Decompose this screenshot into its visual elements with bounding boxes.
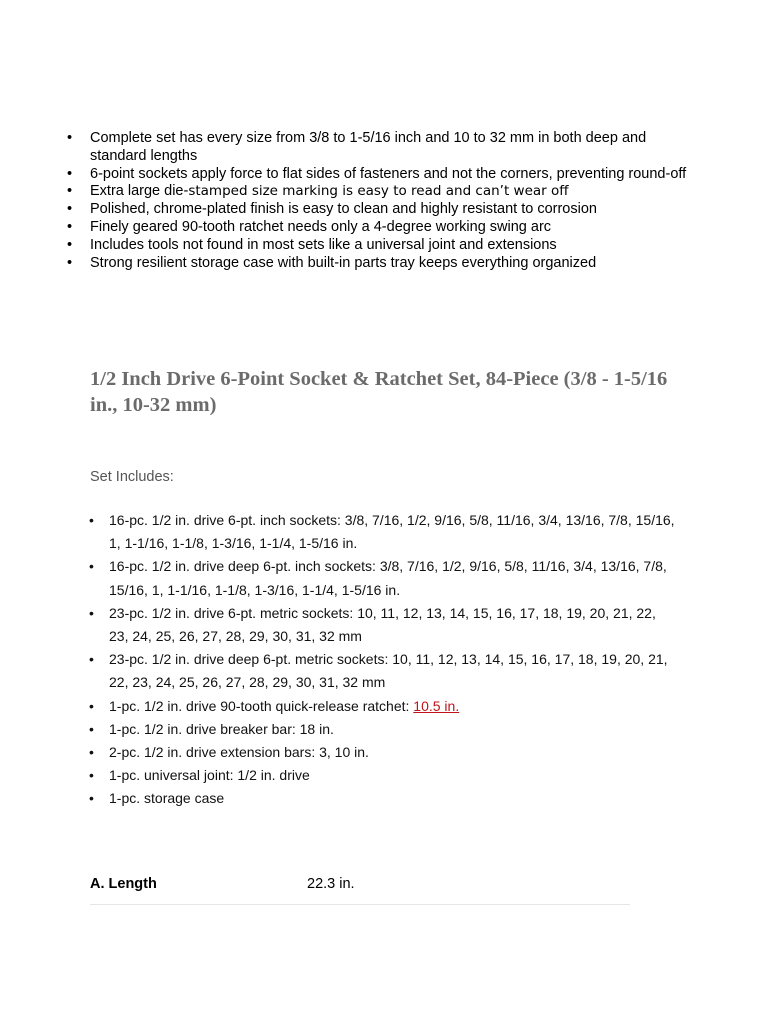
- list-item: • 1-pc. storage case: [109, 787, 679, 810]
- list-item: • Extra large die-stamped size marking is easy to read and can’t wear off: [90, 183, 690, 201]
- list-item: • Strong resilient storage case with built-in parts tray keeps everything organized: [90, 255, 690, 273]
- list-item: • 2-pc. 1/2 in. drive extension bars: 3, 10 in.: [109, 741, 679, 764]
- list-item: • Includes tools not found in most sets like a universal joint and extensions: [90, 237, 690, 255]
- list-item: • 23-pc. 1/2 in. drive deep 6-pt. metric sockets: 10, 11, 12, 13, 14, 15, 16, 17, 18, 19, 20, 21, 22, 23, 24, 25, 26, 27, 28, 29, 30, 31, 32 mm: [109, 648, 679, 694]
- list-item: • 6-point sockets apply force to flat sides of fasteners and not the corners, preventing round-off: [90, 166, 690, 184]
- list-item: • 1-pc. 1/2 in. drive breaker bar: 18 in.: [109, 718, 679, 741]
- spec-row-length: [90, 870, 630, 905]
- list-item: • 1-pc. 1/2 in. drive 90-tooth quick-release ratchet: 10.5 in.: [109, 695, 679, 718]
- set-includes-label: Set Includes:: [90, 469, 174, 485]
- list-item: • Complete set has every size from 3/8 to 1-5/16 inch and 10 to 32 mm in both deep and standard lengths: [90, 130, 690, 166]
- list-item: • 16-pc. 1/2 in. drive 6-pt. inch sockets: 3/8, 7/16, 1/2, 9/16, 5/8, 11/16, 3/4, 13/16, 7/8, 15/16, 1, 1-1/16, 1-1/8, 1-3/16, 1-1/4, 1-5/16 in.: [109, 509, 679, 555]
- features-list: [90, 130, 690, 272]
- list-item: • 16-pc. 1/2 in. drive deep 6-pt. inch sockets: 3/8, 7/16, 1/2, 9/16, 5/8, 11/16, 3/4, 13/16, 7/8, 15/16, 1, 1-1/16, 1-1/8, 1-3/16, 1-1/4, 1-5/16 in.: [109, 555, 679, 601]
- includes-list: [109, 509, 679, 811]
- spec-value: 22.3 in.: [307, 876, 355, 892]
- list-item: • Polished, chrome-plated finish is easy to clean and highly resistant to corrosion: [90, 201, 690, 219]
- product-title: 1/2 Inch Drive 6-Point Socket & Ratchet Set, 84-Piece (3/8 - 1-5/16 in., 10-32 mm): [90, 368, 668, 416]
- list-item: • Finely geared 90-tooth ratchet needs only a 4-degree working swing arc: [90, 219, 690, 237]
- list-item: • 23-pc. 1/2 in. drive 6-pt. metric sockets: 10, 11, 12, 13, 14, 15, 16, 17, 18, 19, 20, 21, 22, 23, 24, 25, 26, 27, 28, 29, 30, 31, 32 mm: [109, 602, 679, 648]
- ratchet-length-link[interactable]: 10.5 in.: [413, 697, 460, 714]
- spec-label: A. Length: [90, 876, 157, 892]
- list-item: • 1-pc. universal joint: 1/2 in. drive: [109, 764, 679, 787]
